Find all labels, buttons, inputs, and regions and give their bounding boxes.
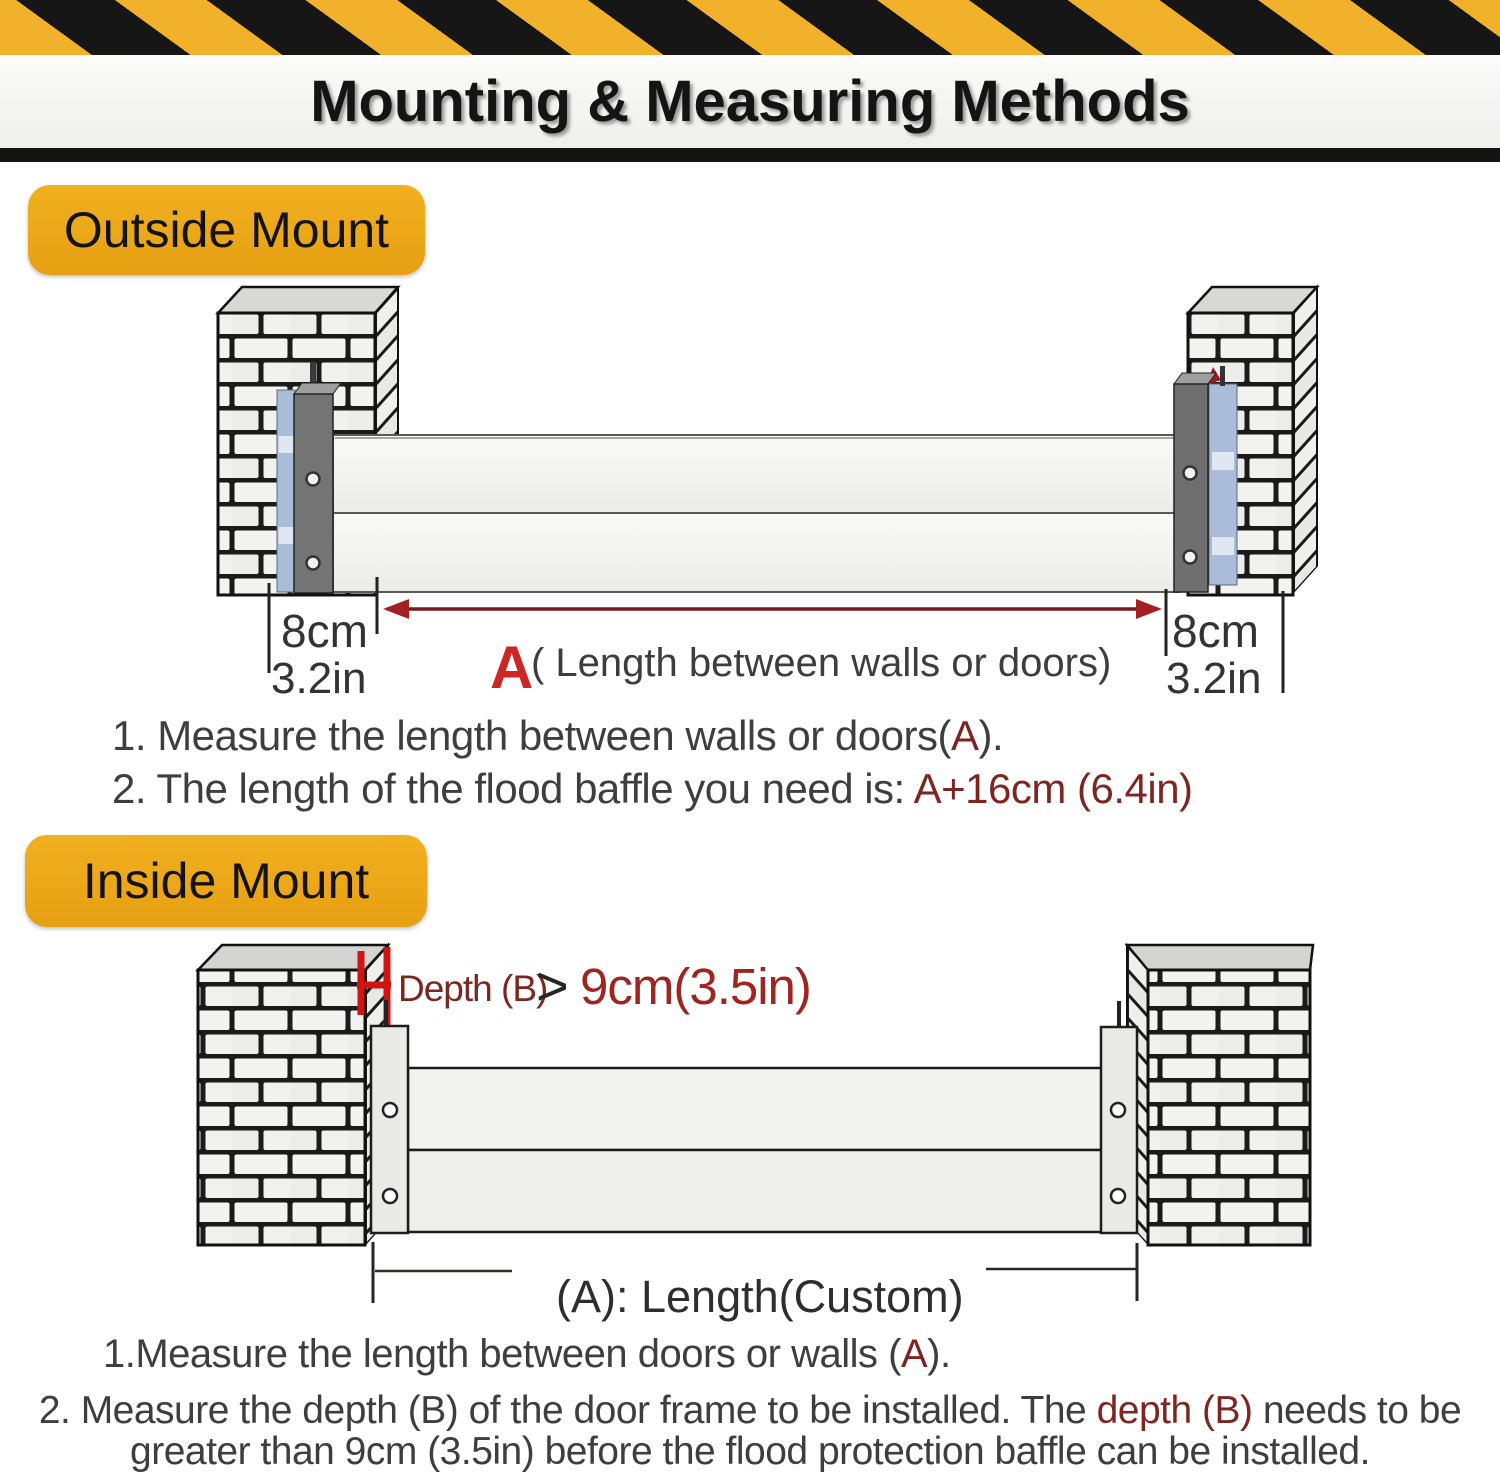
depth-operator: >	[536, 954, 569, 1017]
depth-label: Depth (B)	[398, 968, 548, 1009]
inside-left-bracket	[371, 1000, 408, 1233]
bracket-pin	[1220, 366, 1225, 386]
bracket-top-face	[294, 383, 341, 394]
inside-right-bracket	[1101, 1001, 1137, 1233]
seal-strip-notch	[1212, 452, 1234, 470]
highlighted-text: A	[900, 1332, 928, 1376]
text-segment: ).	[978, 712, 1004, 759]
inside-step-1	[103, 1332, 951, 1377]
text-segment: 2. Measure the depth (B) of the door frame to be installed. The	[38, 1389, 1097, 1432]
seal-strip	[277, 390, 295, 592]
pillar-front-face	[1148, 970, 1310, 1245]
depth-value: 9cm(3.5in)	[580, 958, 811, 1015]
screw-hole	[1184, 467, 1197, 480]
inside-dimensions	[373, 1242, 1137, 1322]
text-segment: 1.Measure the length between doors or walls (	[103, 1332, 901, 1376]
bracket-top-face	[1174, 373, 1216, 384]
screw-hole	[1184, 551, 1197, 564]
baffle-board	[408, 1068, 1102, 1150]
span-caption: ( Length between walls or doors)	[531, 641, 1112, 685]
inside-mount-diagram	[198, 944, 1313, 1322]
right-offset-cm: 8cm	[1172, 605, 1259, 657]
outside-step-2	[112, 765, 1193, 813]
outside-flood-baffle	[333, 435, 1180, 592]
highlighted-text: A	[950, 712, 979, 759]
outside-dimension-labels	[271, 605, 1261, 703]
arrow-head-right-icon	[1136, 599, 1162, 619]
depth-annotation	[398, 954, 811, 1017]
baffle-board	[333, 435, 1180, 513]
span-letter: A	[490, 634, 534, 701]
outside-right-fitting	[1174, 366, 1237, 592]
pillar-side-face	[1293, 286, 1317, 593]
inside-flood-baffle	[408, 1068, 1102, 1232]
pillar-cap	[1127, 945, 1313, 970]
screw-hole	[307, 557, 320, 570]
text-segment: ).	[927, 1332, 951, 1376]
outside-step-1	[112, 712, 1003, 760]
seal-strip-notch	[1212, 537, 1234, 555]
screw-hole	[1111, 1103, 1125, 1117]
seal-strip-notch	[279, 527, 294, 544]
inside-step-2	[0, 1390, 1500, 1472]
left-offset-cm: 8cm	[281, 605, 368, 657]
screw-hole	[383, 1189, 397, 1203]
seal-strip-notch	[279, 436, 294, 453]
text-segment: 2. The length of the flood baffle you need is:	[112, 765, 914, 812]
text-segment: needs to be greater than 9cm (3.5in) before the flood protection baffle can be installed.	[130, 1389, 1462, 1473]
screw-hole	[307, 473, 320, 486]
highlighted-text: A+16cm (6.4in)	[913, 765, 1193, 812]
baffle-board	[333, 513, 1180, 592]
inside-mount-label-text: Inside Mount	[82, 853, 370, 909]
right-offset-in: 3.2in	[1166, 654, 1262, 703]
pillar-cap	[218, 287, 398, 313]
text-segment: 1. Measure the length between walls or doors(	[112, 712, 951, 759]
outside-left-fitting	[277, 362, 341, 593]
pillar-front-face	[198, 970, 365, 1245]
baffle-board	[408, 1150, 1102, 1232]
outside-mount-label-text: Outside Mount	[63, 202, 390, 258]
left-offset-in: 3.2in	[271, 654, 367, 703]
screw-hole	[383, 1103, 397, 1117]
highlighted-text: depth (B)	[1096, 1389, 1253, 1432]
arrow-head-left-icon	[383, 599, 409, 619]
length-caption: (A): Length(Custom)	[556, 1271, 964, 1322]
outside-mount-diagram	[218, 286, 1317, 703]
screw-hole	[1111, 1189, 1125, 1203]
page-title: Mounting & Measuring Methods	[310, 69, 1190, 134]
inside-right-pillar	[1127, 945, 1313, 1245]
